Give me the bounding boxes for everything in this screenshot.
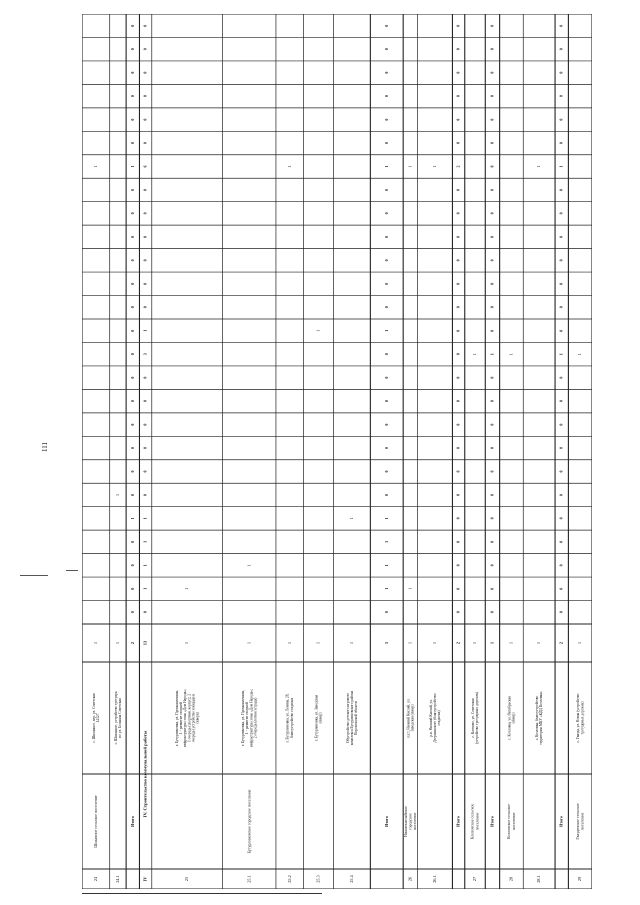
value-cell: 0 — [455, 470, 461, 473]
value-cell: 0 — [558, 517, 564, 520]
value-cell: 0 — [142, 400, 148, 403]
value-cell: 0 — [129, 423, 135, 426]
value-cell: 0 — [129, 493, 135, 496]
value-cell: 1 — [558, 165, 564, 168]
value-cell: 0 — [489, 259, 495, 262]
value-cell: 0 — [129, 235, 135, 238]
value-cell: 0 — [455, 376, 461, 379]
page-number: 111 — [40, 442, 49, 452]
value-cell: 1 — [383, 165, 389, 168]
value-cell: 0 — [489, 282, 495, 285]
value-cell: 0 — [455, 564, 461, 567]
location-name: п.г.т. Нижний Кисляй, ул.Заводская (сквер) — [406, 698, 415, 738]
location-name: Обустройство детского игровогокомплекса Бутурлиновского районаВоронежской области — [345, 690, 358, 746]
object-count: 1 — [489, 641, 495, 645]
value-cell: 0 — [129, 48, 135, 51]
value-cell: 1 — [508, 353, 514, 356]
value-cell: 1 — [129, 165, 135, 168]
value-cell: 0 — [558, 329, 564, 332]
location-name: г. Бутурлиновка, ул. Ленина, 28,благоустройство стадиона — [285, 693, 294, 743]
value-cell: 0 — [383, 353, 389, 356]
value-cell: 0 — [558, 564, 564, 567]
value-cell: 0 — [455, 306, 461, 309]
value-cell: 0 — [558, 71, 564, 74]
value-cell: 0 — [129, 188, 135, 191]
value-cell: 1 — [489, 353, 495, 356]
value-cell: 1 — [383, 329, 389, 332]
value-cell: 0 — [142, 376, 148, 379]
value-cell: 0 — [383, 212, 389, 215]
value-cell: 1 — [129, 517, 135, 520]
object-count: 1 — [114, 641, 120, 645]
value-cell: 0 — [383, 376, 389, 379]
value-cell: 0 — [558, 24, 564, 27]
value-cell: 0 — [142, 212, 148, 215]
value-cell: 0 — [129, 306, 135, 309]
value-cell: 0 — [489, 423, 495, 426]
margin-mark — [82, 893, 322, 894]
value-cell: 0 — [558, 235, 564, 238]
value-cell: 0 — [383, 493, 389, 496]
value-cell: 0 — [489, 48, 495, 51]
object-count: 2 — [455, 641, 461, 645]
value-cell: 0 — [489, 24, 495, 27]
value-cell: 0 — [489, 376, 495, 379]
value-cell: 0 — [142, 142, 148, 145]
value-cell: 1 — [142, 587, 148, 590]
value-cell: 0 — [489, 142, 495, 145]
value-cell: 0 — [489, 493, 495, 496]
value-cell: 0 — [383, 282, 389, 285]
value-cell: 0 — [455, 259, 461, 262]
value-cell: 0 — [455, 540, 461, 543]
value-cell: 0 — [129, 447, 135, 450]
value-cell: 0 — [558, 306, 564, 309]
value-cell: 1 — [383, 517, 389, 520]
region-name: Бутурлиновское городское поселение — [246, 789, 252, 854]
value-cell: 1 — [114, 493, 120, 496]
value-cell: 1 — [383, 564, 389, 567]
value-cell: 0 — [489, 447, 495, 450]
value-cell: 0 — [383, 423, 389, 426]
location-name: с. Клепово, ул. Советская(устройство тротуарных дорожек) — [470, 691, 479, 745]
value-cell: 0 — [455, 48, 461, 51]
region-name: Козловское сельскоепоселение — [506, 803, 516, 840]
value-cell: 0 — [455, 235, 461, 238]
row-number: IV — [142, 876, 148, 882]
region-name: Итого — [383, 816, 389, 827]
value-cell: 0 — [129, 587, 135, 590]
region-name: Итого — [489, 816, 495, 827]
value-cell: 0 — [489, 400, 495, 403]
value-cell: 0 — [489, 540, 495, 543]
value-cell: 0 — [142, 235, 148, 238]
section-header: IV. Строительство коммунальной работы — [142, 730, 148, 818]
value-cell: 0 — [142, 447, 148, 450]
value-cell: 0 — [129, 259, 135, 262]
row-number: 29 — [577, 876, 583, 882]
value-cell: 1 — [246, 564, 252, 567]
value-cell: 6 — [142, 165, 148, 168]
value-cell: 0 — [558, 470, 564, 473]
location-name: с. Шиханное, устройство тротуарапо ул. Большая Советская — [113, 691, 122, 745]
value-cell: 1 — [92, 165, 98, 168]
value-cell: 1 — [142, 540, 148, 543]
value-cell: 0 — [455, 493, 461, 496]
value-cell: 0 — [558, 611, 564, 614]
location-name: с. Гвазда, ул. Новая (устройствотротуарных дорожек) — [575, 693, 585, 743]
object-count: 1 — [536, 641, 542, 645]
value-cell: 0 — [558, 400, 564, 403]
region-name: Итого — [558, 816, 564, 827]
value-cell: 1 — [142, 564, 148, 567]
value-cell: 0 — [489, 564, 495, 567]
value-cell: 0 — [455, 329, 461, 332]
value-cell: 0 — [129, 212, 135, 215]
value-cell: 0 — [489, 71, 495, 74]
value-cell: 1 — [536, 165, 542, 168]
value-cell: 0 — [558, 188, 564, 191]
value-cell: 0 — [129, 329, 135, 332]
row-number: 25.1 — [246, 875, 252, 883]
location-name: р.п. Нижний Кисляй, ул.Дзержинского (благоустройствостадиона) — [428, 693, 441, 743]
row-number: 24.1 — [114, 875, 120, 883]
object-count: 13 — [142, 640, 148, 646]
value-cell: 1 — [142, 517, 148, 520]
value-cell: 0 — [383, 611, 389, 614]
object-count: 5 — [383, 641, 389, 645]
object-count: 1 — [407, 641, 413, 645]
value-cell: 3 — [142, 353, 148, 356]
location-name: с. Козловка, благоустройствотерритории МКУ «КДЦ Козловка» — [534, 691, 544, 745]
value-cell: 1 — [558, 353, 564, 356]
value-cell: 0 — [129, 540, 135, 543]
row-number: 25.2 — [286, 875, 292, 883]
object-count: 2 — [558, 641, 564, 645]
value-cell: 2 — [455, 165, 461, 168]
value-cell: 0 — [558, 95, 564, 98]
margin-mark — [66, 570, 78, 571]
value-cell: 0 — [142, 95, 148, 98]
rotated-table — [82, 14, 592, 889]
value-cell: 0 — [558, 118, 564, 121]
value-cell: 0 — [142, 423, 148, 426]
object-count: 2 — [129, 641, 135, 645]
value-cell: 0 — [558, 282, 564, 285]
row-number: 26.1 — [431, 875, 437, 883]
value-cell: 0 — [558, 259, 564, 262]
object-count: 1 — [184, 641, 190, 645]
value-cell: 0 — [383, 259, 389, 262]
value-cell: 0 — [455, 353, 461, 356]
object-count: 1 — [348, 641, 354, 645]
value-cell: 0 — [142, 282, 148, 285]
value-cell: 0 — [455, 95, 461, 98]
margin-mark — [20, 575, 48, 576]
object-count: 1 — [246, 641, 252, 645]
value-cell: 0 — [142, 470, 148, 473]
value-cell: 0 — [383, 24, 389, 27]
value-cell: 0 — [383, 95, 389, 98]
region-name: Гвазденское сельскоепоселение — [574, 803, 585, 840]
value-cell: 0 — [383, 447, 389, 450]
value-cell: 0 — [383, 71, 389, 74]
row-number: 24 — [92, 876, 98, 882]
value-cell: 0 — [489, 470, 495, 473]
row-number: 27 — [471, 876, 477, 882]
value-cell: 1 — [142, 329, 148, 332]
value-cell: 0 — [489, 95, 495, 98]
value-cell: 0 — [489, 517, 495, 520]
object-count: 1 — [577, 641, 583, 645]
value-cell: 1 — [286, 165, 292, 168]
value-cell: 1 — [407, 165, 413, 168]
value-cell: 0 — [383, 142, 389, 145]
value-cell: 0 — [489, 165, 495, 168]
value-cell: 0 — [489, 306, 495, 309]
location-name: г. Бутурлиновка, ул. Заводская(сквер) — [314, 694, 323, 742]
value-cell: 1 — [383, 587, 389, 590]
value-cell: 0 — [142, 118, 148, 121]
value-cell: 0 — [455, 611, 461, 614]
value-cell: 0 — [455, 400, 461, 403]
location-name: г. Бутурлиновка, ул. Промышленная,1 - развитие опорнойинфраструктуры зоны «Дом Народа»;1 очередь (спортивн. корпус); 2очередь (устройство площади исквера) — [174, 689, 200, 747]
value-cell: 0 — [558, 587, 564, 590]
value-cell: 0 — [455, 71, 461, 74]
location-name: г. Бутурлиновка, ул. Промышленная,1 - развитие опорнойинфраструктуры зоны «Дом Народа»;2 очередь (летняя эстрада) — [240, 689, 258, 747]
value-cell: 0 — [489, 329, 495, 332]
value-cell: 0 — [558, 142, 564, 145]
object-count: 1 — [432, 641, 438, 645]
value-cell: 0 — [455, 517, 461, 520]
value-cell: 0 — [129, 353, 135, 356]
value-cell: 0 — [383, 400, 389, 403]
row-number: 25.4 — [348, 875, 354, 883]
value-cell: 1 — [315, 329, 321, 332]
value-cell: 0 — [489, 611, 495, 614]
value-cell: 1 — [348, 517, 354, 520]
row-number: 25.3 — [315, 875, 321, 883]
value-cell: 0 — [129, 376, 135, 379]
value-cell: 0 — [455, 447, 461, 450]
object-count: 1 — [286, 641, 292, 645]
value-cell: 0 — [455, 118, 461, 121]
value-cell: 1 — [184, 587, 190, 590]
value-cell: 0 — [489, 587, 495, 590]
value-cell: 0 — [129, 470, 135, 473]
value-cell: 0 — [455, 587, 461, 590]
row-number: 28.1 — [536, 875, 542, 883]
value-cell: 0 — [129, 24, 135, 27]
value-cell: 0 — [383, 470, 389, 473]
value-cell: 0 — [129, 564, 135, 567]
value-cell: 0 — [142, 188, 148, 191]
value-cell: 0 — [558, 423, 564, 426]
value-cell: 0 — [455, 24, 461, 27]
value-cell: 0 — [129, 71, 135, 74]
value-cell: 0 — [129, 611, 135, 614]
value-cell: 0 — [142, 611, 148, 614]
value-cell: 0 — [129, 400, 135, 403]
value-cell: 0 — [455, 142, 461, 145]
value-cell: 0 — [129, 142, 135, 145]
value-cell: 0 — [383, 118, 389, 121]
value-cell: 0 — [142, 493, 148, 496]
value-cell: 1 — [407, 587, 413, 590]
value-cell: 0 — [558, 212, 564, 215]
value-cell: 0 — [489, 235, 495, 238]
value-cell: 1 — [577, 353, 583, 356]
region-name: Итого — [455, 816, 461, 827]
row-number: 28 — [508, 876, 514, 882]
value-cell: 0 — [489, 188, 495, 191]
value-cell: 0 — [455, 188, 461, 191]
value-cell: 0 — [142, 24, 148, 27]
region-name: Итого — [129, 816, 135, 827]
row-number: 26 — [407, 876, 413, 882]
value-cell: 0 — [455, 212, 461, 215]
value-cell: 0 — [455, 423, 461, 426]
value-cell: 0 — [129, 282, 135, 285]
value-cell: 0 — [142, 259, 148, 262]
value-cell: 0 — [558, 48, 564, 51]
value-cell: 0 — [455, 282, 461, 285]
value-cell: 0 — [489, 212, 495, 215]
value-cell: 0 — [558, 493, 564, 496]
value-cell: 0 — [558, 540, 564, 543]
region-name: Шиханное сельское поселение — [92, 795, 98, 848]
value-cell: 0 — [142, 48, 148, 51]
value-cell: 0 — [558, 447, 564, 450]
value-cell: 0 — [383, 48, 389, 51]
value-cell: 0 — [383, 306, 389, 309]
object-count: 1 — [472, 641, 478, 645]
value-cell: 0 — [142, 71, 148, 74]
value-cell: 1 — [471, 353, 477, 356]
object-count: 1 — [508, 641, 514, 645]
location-name: с. Козловка, ул. Октябрьская(сквер) — [507, 696, 516, 740]
region-name: Нижнекисляйскоегородскоепоселение — [402, 806, 417, 837]
value-cell: 0 — [489, 118, 495, 121]
value-cell: 0 — [129, 118, 135, 121]
region-name: Клеповское сельскоепоселение — [469, 803, 480, 840]
value-cell: 0 — [142, 306, 148, 309]
value-cell: 1 — [383, 540, 389, 543]
object-count: 1 — [92, 641, 98, 645]
value-cell: 1 — [431, 165, 437, 168]
location-name: с. Шиханное, пер. ул. Советская14127 — [91, 693, 100, 743]
row-number: 25 — [184, 876, 190, 882]
value-cell: 0 — [558, 376, 564, 379]
object-count: 1 — [315, 641, 321, 645]
value-cell: 0 — [383, 188, 389, 191]
value-cell: 0 — [129, 95, 135, 98]
value-cell: 0 — [383, 235, 389, 238]
